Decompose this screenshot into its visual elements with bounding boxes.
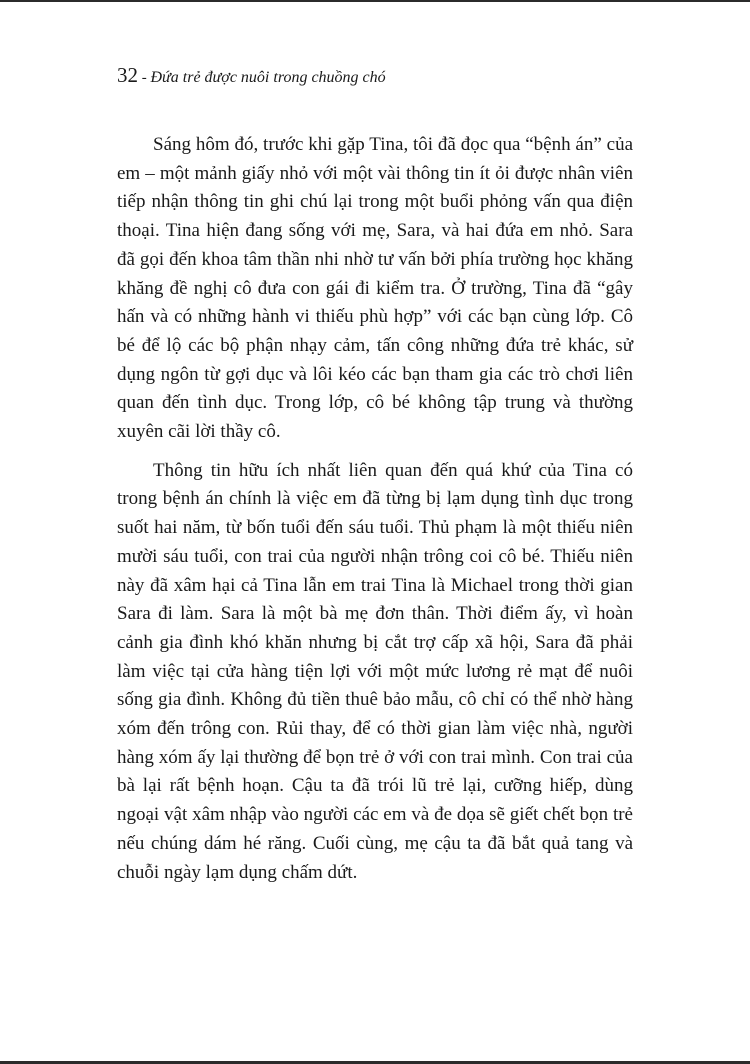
running-header bbox=[117, 60, 386, 93]
book-title: Đứa trẻ được nuôi trong chuồng chó bbox=[150, 69, 386, 86]
page-number: 32 bbox=[117, 63, 138, 87]
paragraph-1: Sáng hôm đó, trước khi gặp Tina, tôi đã đọc qua “bệnh án” của em – một mảnh giấy nhỏ với một vài thông tin ít ỏi được nhân viên tiếp nhận thông tin ghi chú lại trong một buổi phỏng vấn qua điện thoại. Tina hiện đang sống với mẹ, Sara, và hai đứa em nhỏ. Sara đã gọi đến khoa tâm thần nhi nhờ tư vấn bởi phía trường học khăng khăng đề nghị cô đưa con gái đi kiểm tra. Ở trường, Tina đã “gây hấn và có những hành vi thiếu phù hợp” với các bạn cùng lớp. Cô bé để lộ các bộ phận nhạy cảm, tấn công những đứa trẻ khác, sử dụng ngôn từ gợi dục và lôi kéo các bạn tham gia các trò chơi liên quan đến tình dục. Trong lớp, cô bé không tập trung và thường xuyên cãi lời thầy cô. bbox=[117, 134, 633, 443]
body-text bbox=[117, 131, 633, 897]
header-separator: - bbox=[138, 70, 151, 86]
paragraph-2: Thông tin hữu ích nhất liên quan đến quá khứ của Tina có trong bệnh án chính là việc em đã từng bị lạm dụng tình dục trong suốt hai năm, từ bốn tuổi đến sáu tuổi. Thủ phạm là một thiếu niên mười sáu tuổi, con trai của người nhận trông coi cô bé. Thiếu niên này đã xâm hại cả Tina lẫn em trai Tina là Michael trong thời gian Sara đi làm. Sara là một bà mẹ đơn thân. Thời điểm ấy, vì hoàn cảnh gia đình khó khăn nhưng bị cắt trợ cấp xã hội, Sara đã phải làm việc tại cửa hàng tiện lợi với một mức lương rẻ mạt để nuôi sống gia đình. Không đủ tiền thuê bảo mẫu, cô chỉ có thể nhờ hàng xóm đến trông con. Rủi thay, để có thời gian làm việc nhà, người hàng xóm ấy lại thường để bọn trẻ ở với con trai mình. Con trai của bà lại rất bệnh hoạn. Cậu ta đã trói lũ trẻ lại, cưỡng hiếp, dùng ngoại vật xâm nhập vào người các em và đe dọa sẽ giết chết bọn trẻ nếu chúng dám hé răng. Cuối cùng, mẹ cậu ta đã bắt quả tang và chuỗi ngày lạm dụng chấm dứt. bbox=[117, 459, 633, 883]
page-top-edge bbox=[0, 0, 750, 2]
